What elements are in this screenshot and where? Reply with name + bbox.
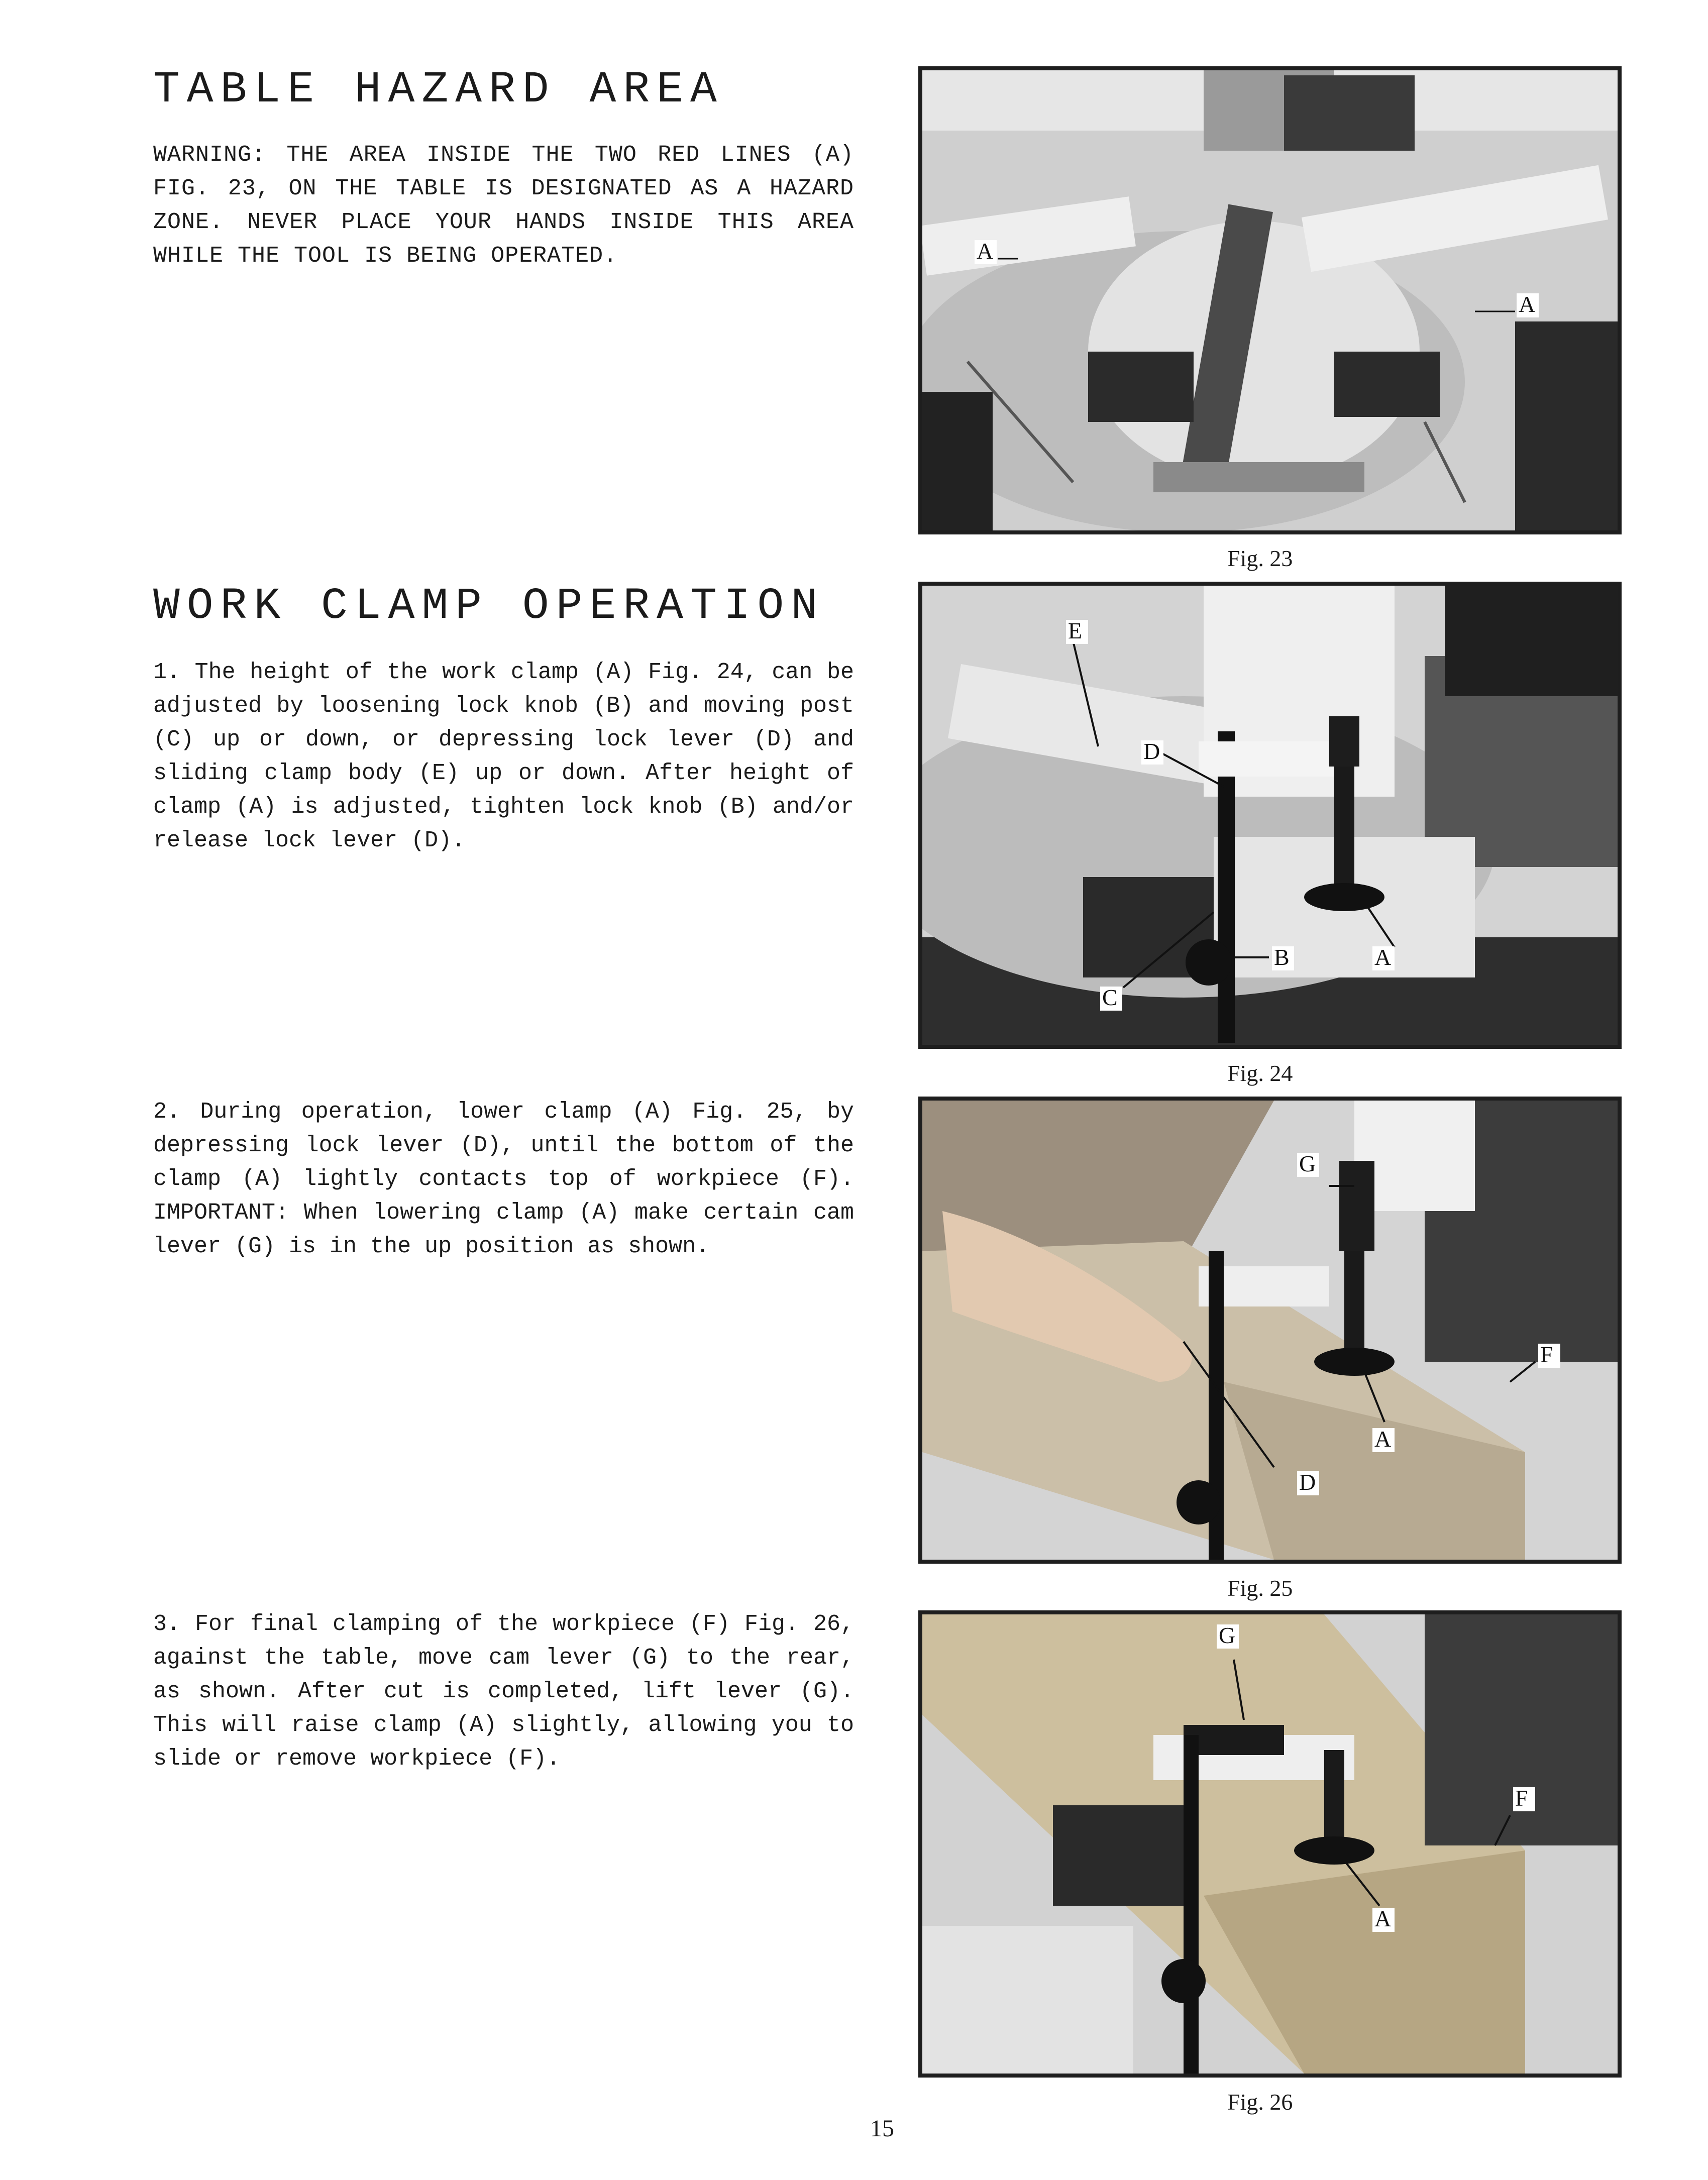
fig23-label-a-left: A bbox=[977, 238, 994, 264]
figure-26-photo bbox=[918, 1610, 1622, 2078]
clamp-step-2: 2. During operation, lower clamp (A) Fig. 25, by depressing lock lever (D), until the bottom of the clamp (A) lightly contacts top of workpiece (F). IMPORTANT: When lowering clamp (A) make certain cam lever (G) is in the up position as shown. bbox=[153, 1099, 854, 1259]
clamp-heading: WORK CLAMP OPERATION bbox=[153, 582, 825, 631]
hazard-warning-text: WARNING: THE AREA INSIDE THE TWO RED LINES (A) FIG. 23, ON THE TABLE IS DESIGNATED AS A HAZARD ZONE. NEVER PLACE YOUR HANDS INSIDE THIS AREA WHILE THE TOOL IS BEING OPERATED. bbox=[153, 142, 854, 269]
figure-24-photo bbox=[918, 582, 1622, 1049]
fig26-label-g: G bbox=[1219, 1622, 1236, 1648]
fig24-label-b: B bbox=[1274, 944, 1290, 970]
fig26-label-f: F bbox=[1515, 1785, 1528, 1811]
fig25-label-g: G bbox=[1299, 1151, 1316, 1176]
figure-25-photo bbox=[918, 1097, 1622, 1564]
fig24-label-c: C bbox=[1102, 985, 1118, 1010]
fig24-caption: Fig. 24 bbox=[1227, 1060, 1293, 1086]
fig26-caption: Fig. 26 bbox=[1227, 2089, 1293, 2115]
fig24-label-e: E bbox=[1068, 618, 1083, 643]
clamp-step-1: 1. The height of the work clamp (A) Fig. 24, can be adjusted by loosening lock knob (B) and moving post (C) up or down, or depressing lock lever (D) and sliding clamp body (E) up or down. After height of clamp (A) is adjusted, tighten lock knob (B) and/or release lock lever (D). bbox=[153, 660, 854, 853]
fig24-label-d: D bbox=[1143, 738, 1160, 764]
fig25-caption: Fig. 25 bbox=[1227, 1575, 1293, 1601]
page-number: 15 bbox=[870, 2115, 894, 2142]
fig23-caption: Fig. 23 bbox=[1227, 546, 1293, 571]
clamp-step-3: 3. For final clamping of the workpiece (F) Fig. 26, against the table, move cam lever (G) to the rear, as shown. After cut is completed, lift lever (G). This will raise clamp (A) slightly, allowing you to slide or remove workpiece (F). bbox=[153, 1611, 854, 1772]
fig25-label-d: D bbox=[1299, 1469, 1316, 1495]
fig23-label-a-right: A bbox=[1519, 291, 1536, 317]
fig25-label-f: F bbox=[1540, 1342, 1553, 1367]
fig25-label-a: A bbox=[1374, 1426, 1392, 1452]
hazard-heading: TABLE HAZARD AREA bbox=[153, 65, 724, 115]
fig26-label-a: A bbox=[1374, 1906, 1392, 1931]
figure-23-photo bbox=[918, 66, 1622, 534]
fig24-label-a: A bbox=[1374, 944, 1392, 970]
